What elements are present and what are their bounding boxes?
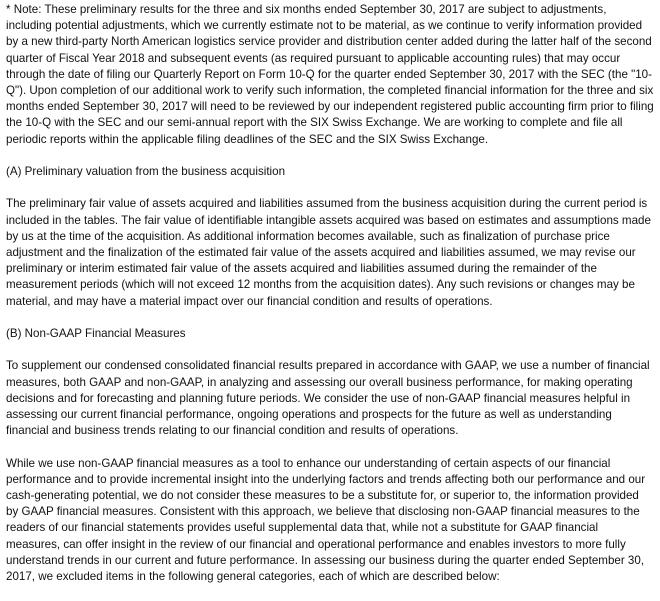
section-b-heading: (B) Non-GAAP Financial Measures	[6, 327, 186, 341]
section-a-heading: (A) Preliminary valuation from the business acquisition	[6, 165, 286, 179]
preliminary-results-note: * Note: These preliminary results for the three and six months ended September 30, 2017 are subject to adjustments, including potential adjustments, which we currently estimate not to be material, as we continue to verify information provided by a new third-party North American logistics service provider and distribution center added during the latter half of the second quarter of Fiscal Year 2018 and subsequent events (as required pursuant to applicable accounting rules) that may occur through the date of filing our Quarterly Report on Form 10-Q for the quarter ended September 30, 2017 with the SEC (the "10-Q"). Upon completion of our additional work to verify such information, the completed financial information for the three and six months ended September 30, 2017 will need to be reviewed by our independent registered public accounting firm prior to filing the 10-Q with the SEC and our semi-annual report with the SIX Swiss Exchange. We are working to complete and file all periodic reports within the applicable filing deadlines of the SEC and the SIX Swiss Exchange.	[6, 3, 654, 146]
section-b-paragraph-1: To supplement our condensed consolidated financial results prepared in accordance with GAAP, we use a number of financial measures, both GAAP and non-GAAP, in analyzing and assessing our overall business performance, for making operating decisions and for forecasting and planning future periods. We consider the use of non-GAAP financial measures helpful in assessing our current financial performance, ongoing operations and prospects for the future as well as understanding financial and business trends relating to our financial condition and results of operations.	[6, 359, 650, 438]
section-b-paragraph-2: While we use non-GAAP financial measures as a tool to enhance our understanding of certain aspects of our financial performance and to provide incremental insight into the underlying factors and trends affecting both our performance and our cash-generating potential, we do not consider these measures to be a substitute for, or superior to, the information provided by GAAP financial measures. Consistent with this approach, we believe that disclosing non-GAAP financial measures to the readers of our financial statements provides useful supplemental data that, while not a substitute for GAAP financial measures, can offer insight in the review of our financial and operational performance and enables investors to more fully understand trends in our current and future performance. In assessing our business during the quarter ended September 30, 2017, we excluded items in the following general categories, each of which are described below:	[6, 456, 646, 584]
section-a-paragraph: The preliminary fair value of assets acquired and liabilities assumed from the business acquisition during the current period is included in the tables. The fair value of identifiable intangible assets acquired was based on estimates and assumptions made by us at the time of the acquisition. As additional information becomes available, such as finalization of purchase price adjustment and the finalization of the estimated fair value of the assets acquired and liabilities assumed, we may revise our preliminary or interim estimated fair value of the assets acquired and liabilities assumed during the remainder of the measurement periods (which will not exceed 12 months from the acquisition dates). Any such revisions or changes may be material, and may have a material impact over our financial condition and results of operations.	[6, 197, 651, 308]
document-body	[6, 2, 654, 601]
